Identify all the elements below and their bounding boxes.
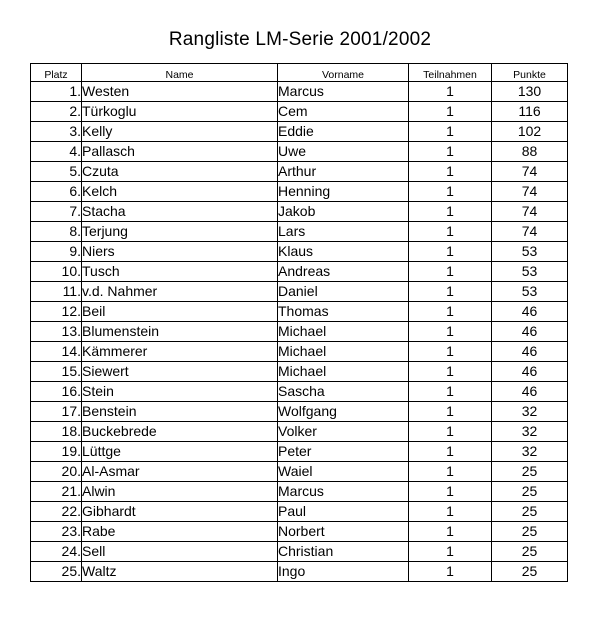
cell-teilnahmen: 1: [409, 422, 492, 442]
table-header-row: [31, 64, 568, 82]
cell-vorname: Norbert: [278, 522, 409, 542]
cell-punkte: 53: [492, 262, 568, 282]
cell-vorname: Arthur: [278, 162, 409, 182]
table-row: [31, 482, 568, 502]
table-row: [31, 262, 568, 282]
cell-punkte: 53: [492, 282, 568, 302]
cell-platz: 13.: [31, 322, 82, 342]
table-row: [31, 562, 568, 582]
cell-vorname: Marcus: [278, 82, 409, 102]
cell-vorname: Marcus: [278, 482, 409, 502]
page-title: Rangliste LM-Serie 2001/2002: [168, 29, 432, 50]
cell-punkte: 74: [492, 202, 568, 222]
cell-punkte: 46: [492, 342, 568, 362]
cell-name: Waltz: [82, 562, 278, 582]
cell-name: Stein: [82, 382, 278, 402]
cell-name: Alwin: [82, 482, 278, 502]
cell-vorname: Wolfgang: [278, 402, 409, 422]
table-row: [31, 502, 568, 522]
cell-punkte: 130: [492, 82, 568, 102]
cell-punkte: 46: [492, 322, 568, 342]
cell-name: Benstein: [82, 402, 278, 422]
cell-punkte: 32: [492, 442, 568, 462]
cell-name: Sell: [82, 542, 278, 562]
cell-name: Kämmerer: [82, 342, 278, 362]
cell-platz: 9.: [31, 242, 82, 262]
table-row: [31, 322, 568, 342]
cell-name: Tusch: [82, 262, 278, 282]
cell-platz: 25.: [31, 562, 82, 582]
cell-vorname: Waiel: [278, 462, 409, 482]
cell-vorname: Christian: [278, 542, 409, 562]
cell-vorname: Cem: [278, 102, 409, 122]
cell-teilnahmen: 1: [409, 402, 492, 422]
table-row: [31, 462, 568, 482]
cell-teilnahmen: 1: [409, 502, 492, 522]
table-row: [31, 162, 568, 182]
cell-vorname: Henning: [278, 182, 409, 202]
cell-vorname: Jakob: [278, 202, 409, 222]
cell-vorname: Lars: [278, 222, 409, 242]
table-row: [31, 102, 568, 122]
column-header-vorname: Vorname: [278, 64, 409, 82]
table-row: [31, 282, 568, 302]
column-header-platz: Platz: [31, 64, 82, 82]
cell-teilnahmen: 1: [409, 442, 492, 462]
cell-teilnahmen: 1: [409, 482, 492, 502]
table-row: [31, 302, 568, 322]
cell-platz: 22.: [31, 502, 82, 522]
cell-teilnahmen: 1: [409, 142, 492, 162]
cell-name: Al-Asmar: [82, 462, 278, 482]
cell-teilnahmen: 1: [409, 522, 492, 542]
cell-name: Blumenstein: [82, 322, 278, 342]
cell-punkte: 25: [492, 522, 568, 542]
cell-vorname: Klaus: [278, 242, 409, 262]
cell-name: Lüttge: [82, 442, 278, 462]
cell-teilnahmen: 1: [409, 382, 492, 402]
cell-punkte: 74: [492, 222, 568, 242]
cell-teilnahmen: 1: [409, 102, 492, 122]
cell-punkte: 25: [492, 542, 568, 562]
cell-punkte: 32: [492, 402, 568, 422]
cell-teilnahmen: 1: [409, 342, 492, 362]
table-row: [31, 382, 568, 402]
cell-name: Siewert: [82, 362, 278, 382]
cell-teilnahmen: 1: [409, 362, 492, 382]
cell-name: Kelly: [82, 122, 278, 142]
cell-punkte: 25: [492, 462, 568, 482]
cell-vorname: Andreas: [278, 262, 409, 282]
cell-platz: 12.: [31, 302, 82, 322]
cell-platz: 24.: [31, 542, 82, 562]
cell-vorname: Michael: [278, 322, 409, 342]
cell-name: Beil: [82, 302, 278, 322]
cell-platz: 1.: [31, 82, 82, 102]
cell-vorname: Michael: [278, 362, 409, 382]
cell-name: Gibhardt: [82, 502, 278, 522]
cell-platz: 20.: [31, 462, 82, 482]
table-row: [31, 82, 568, 102]
cell-teilnahmen: 1: [409, 122, 492, 142]
cell-teilnahmen: 1: [409, 542, 492, 562]
cell-punkte: 46: [492, 302, 568, 322]
cell-punkte: 116: [492, 102, 568, 122]
cell-name: Stacha: [82, 202, 278, 222]
cell-punkte: 32: [492, 422, 568, 442]
cell-punkte: 25: [492, 502, 568, 522]
column-header-punkte: Punkte: [492, 64, 568, 82]
cell-teilnahmen: 1: [409, 322, 492, 342]
cell-vorname: Daniel: [278, 282, 409, 302]
cell-punkte: 74: [492, 182, 568, 202]
cell-platz: 5.: [31, 162, 82, 182]
table-row: [31, 222, 568, 242]
cell-platz: 10.: [31, 262, 82, 282]
cell-name: v.d. Nahmer: [82, 282, 278, 302]
table-row: [31, 142, 568, 162]
cell-vorname: Volker: [278, 422, 409, 442]
cell-platz: 7.: [31, 202, 82, 222]
cell-teilnahmen: 1: [409, 162, 492, 182]
cell-teilnahmen: 1: [409, 462, 492, 482]
table-row: [31, 522, 568, 542]
cell-platz: 17.: [31, 402, 82, 422]
cell-platz: 6.: [31, 182, 82, 202]
cell-platz: 19.: [31, 442, 82, 462]
cell-name: Rabe: [82, 522, 278, 542]
cell-vorname: Paul: [278, 502, 409, 522]
cell-name: Pallasch: [82, 142, 278, 162]
cell-platz: 16.: [31, 382, 82, 402]
table-row: [31, 342, 568, 362]
cell-punkte: 25: [492, 482, 568, 502]
cell-teilnahmen: 1: [409, 302, 492, 322]
cell-platz: 23.: [31, 522, 82, 542]
cell-punkte: 25: [492, 562, 568, 582]
cell-platz: 4.: [31, 142, 82, 162]
cell-vorname: Eddie: [278, 122, 409, 142]
cell-vorname: Thomas: [278, 302, 409, 322]
table-row: [31, 122, 568, 142]
table-row: [31, 442, 568, 462]
cell-punkte: 46: [492, 362, 568, 382]
column-header-teilnahmen: Teilnahmen: [409, 64, 492, 82]
cell-teilnahmen: 1: [409, 262, 492, 282]
ranking-table: [30, 63, 568, 582]
cell-vorname: Uwe: [278, 142, 409, 162]
table-row: [31, 422, 568, 442]
cell-vorname: Michael: [278, 342, 409, 362]
cell-vorname: Peter: [278, 442, 409, 462]
cell-name: Buckebrede: [82, 422, 278, 442]
table-row: [31, 182, 568, 202]
cell-punkte: 53: [492, 242, 568, 262]
cell-punkte: 74: [492, 162, 568, 182]
cell-punkte: 46: [492, 382, 568, 402]
cell-name: Niers: [82, 242, 278, 262]
cell-name: Westen: [82, 82, 278, 102]
table-row: [31, 362, 568, 382]
cell-platz: 21.: [31, 482, 82, 502]
cell-teilnahmen: 1: [409, 562, 492, 582]
cell-vorname: Ingo: [278, 562, 409, 582]
table-row: [31, 542, 568, 562]
cell-platz: 2.: [31, 102, 82, 122]
cell-platz: 15.: [31, 362, 82, 382]
cell-vorname: Sascha: [278, 382, 409, 402]
cell-platz: 3.: [31, 122, 82, 142]
cell-punkte: 88: [492, 142, 568, 162]
cell-platz: 18.: [31, 422, 82, 442]
cell-teilnahmen: 1: [409, 242, 492, 262]
cell-platz: 14.: [31, 342, 82, 362]
cell-name: Kelch: [82, 182, 278, 202]
cell-teilnahmen: 1: [409, 202, 492, 222]
cell-teilnahmen: 1: [409, 82, 492, 102]
table-row: [31, 202, 568, 222]
cell-name: Terjung: [82, 222, 278, 242]
table-row: [31, 242, 568, 262]
cell-name: Czuta: [82, 162, 278, 182]
cell-teilnahmen: 1: [409, 182, 492, 202]
cell-platz: 8.: [31, 222, 82, 242]
cell-name: Türkoglu: [82, 102, 278, 122]
cell-platz: 11.: [31, 282, 82, 302]
table-row: [31, 402, 568, 422]
cell-teilnahmen: 1: [409, 282, 492, 302]
cell-punkte: 102: [492, 122, 568, 142]
column-header-name: Name: [82, 64, 278, 82]
cell-teilnahmen: 1: [409, 222, 492, 242]
